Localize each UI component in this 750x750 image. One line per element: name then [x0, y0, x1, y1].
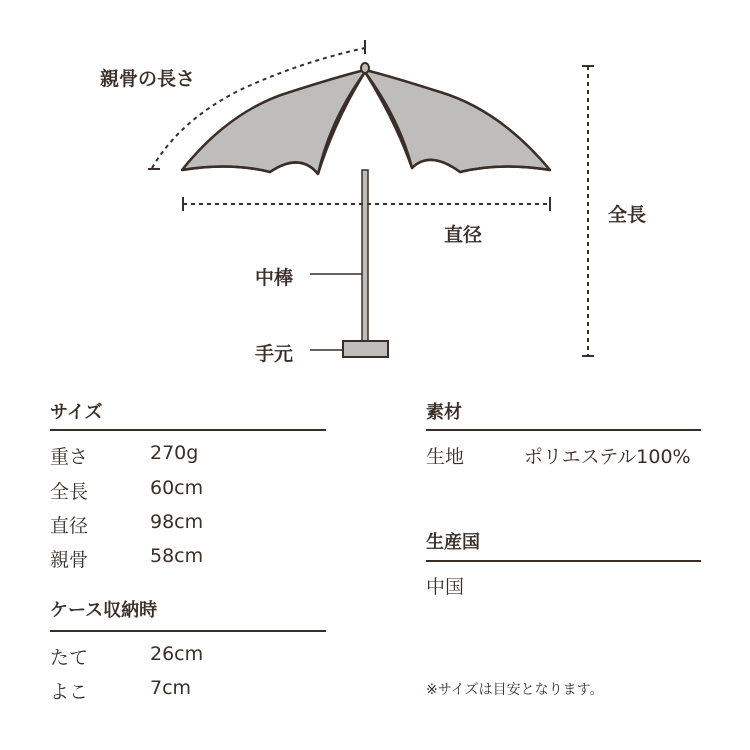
size-row-key: 全長	[50, 481, 89, 503]
case-section-title: ケース収納時	[50, 600, 158, 621]
umbrella-tip	[361, 63, 369, 73]
size-note: ※サイズは目安となります。	[426, 682, 604, 698]
origin-section-rule	[426, 560, 701, 562]
size-row-value: 60cm	[150, 477, 204, 499]
size-row-value: 58cm	[150, 545, 204, 567]
size-row-key: 直径	[50, 515, 89, 537]
size-section-title: サイズ	[50, 402, 103, 423]
rib-length-label: 親骨の長さ	[100, 68, 196, 90]
size-row-value: 98cm	[150, 511, 204, 533]
origin-value: 中国	[426, 576, 465, 598]
case-row-key: よこ	[50, 681, 89, 703]
material-row-value: ポリエステル100%	[524, 446, 691, 468]
umbrella-shaft	[362, 170, 368, 342]
size-row-key: 重さ	[50, 446, 89, 468]
handle-label: 手元	[255, 343, 294, 365]
shaft-label: 中棒	[255, 267, 294, 289]
umbrella-canopy	[182, 70, 550, 174]
total-length-label: 全長	[608, 204, 647, 226]
case-row-key: たて	[50, 647, 89, 669]
material-section-title: 素材	[426, 402, 462, 423]
material-row-key: 生地	[426, 446, 465, 468]
size-row-key: 親骨	[50, 549, 89, 571]
material-section-rule	[426, 429, 701, 431]
case-row-value: 26cm	[150, 643, 204, 665]
diameter-label: 直径	[444, 224, 483, 246]
size-section-rule	[50, 429, 326, 431]
size-row-value: 270g	[150, 442, 199, 464]
case-row-value: 7cm	[150, 677, 192, 699]
origin-section-title: 生産国	[426, 532, 480, 553]
umbrella-handle	[343, 341, 388, 357]
case-section-rule	[50, 630, 326, 632]
